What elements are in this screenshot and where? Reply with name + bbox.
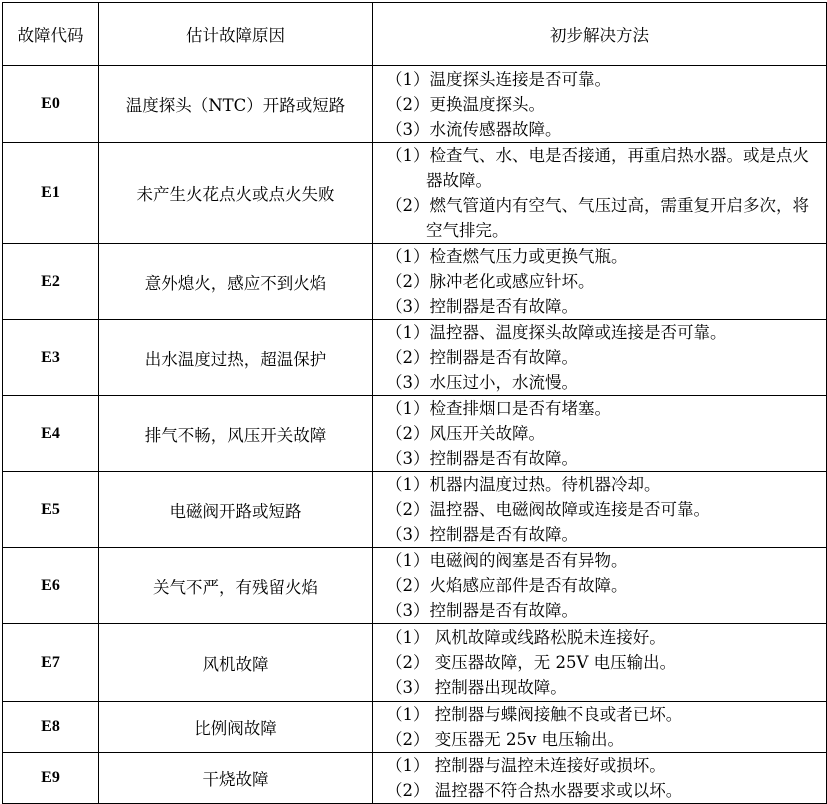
solution-line: （2） 温控器不符合热水器要求或以坏。 (386, 781, 683, 800)
solution-line: （2）温控器、电磁阀故障或连接是否可靠。 (386, 500, 710, 519)
cause-cell: 电磁阀开路或短路 (99, 472, 373, 548)
table-header-row (3, 3, 827, 66)
solution-line: （2）燃气管道内有空气、气压过高，需重复开启多次，将空气排完。 (386, 196, 809, 240)
table-row (3, 396, 827, 472)
solution-line: （2） 变压器无 25v 电压输出。 (386, 730, 625, 749)
solution-line: （3）控制器是否有故障。 (386, 525, 578, 544)
solution-line: （1）检查燃气压力或更换气瓶。 (386, 247, 628, 266)
solution-line: （1）温度探头连接是否可靠。 (386, 69, 611, 89)
solution-line: （1）检查气、水、电是否接通，再重启热水器。或是点火器故障。 (386, 146, 809, 190)
cause-cell: 比例阀故障 (99, 702, 373, 753)
solution-cell (373, 472, 827, 548)
solution-line: （3）水压过小，水流慢。 (386, 373, 578, 392)
fault-code-cell: E7 (3, 624, 99, 702)
solution-line: （3）控制器是否有故障。 (386, 449, 578, 468)
fault-code-cell: E4 (3, 396, 99, 472)
header-solution: 初步解决方法 (373, 3, 827, 66)
table-row (3, 244, 827, 320)
fault-code-table (2, 2, 827, 804)
header-fault-code: 故障代码 (3, 3, 99, 66)
fault-code-cell: E2 (3, 244, 99, 320)
solution-line: （1）检查排烟口是否有堵塞。 (386, 399, 611, 418)
fault-code-cell: E0 (3, 66, 99, 143)
table-row (3, 702, 827, 753)
fault-code-cell: E1 (3, 143, 99, 244)
table-row (3, 66, 827, 143)
cause-cell: 未产生火花点火或点火失败 (99, 143, 373, 244)
cause-cell: 关气不严，有残留火焰 (99, 548, 373, 624)
fault-code-cell: E3 (3, 320, 99, 396)
solution-cell (373, 702, 827, 753)
solution-cell (373, 66, 827, 143)
solution-line: （1） 控制器与蝶阀接触不良或者已坏。 (386, 705, 683, 724)
solution-cell (373, 320, 827, 396)
table-row (3, 753, 827, 804)
solution-line: （2） 变压器故障，无 25V 电压输出。 (386, 653, 677, 672)
fault-code-cell: E5 (3, 472, 99, 548)
solution-cell (373, 753, 827, 804)
solution-line: （2）控制器是否有故障。 (386, 348, 578, 367)
table-row (3, 624, 827, 702)
solution-line: （1） 风机故障或线路松脱未连接好。 (386, 628, 666, 647)
solution-cell (373, 244, 827, 320)
table-row (3, 143, 827, 244)
table-row (3, 320, 827, 396)
cause-cell: 温度探头（NTC）开路或短路 (99, 66, 373, 143)
solution-line: （2）火焰感应部件是否有故障。 (386, 576, 628, 595)
header-cause: 估计故障原因 (99, 3, 373, 66)
solution-line: （3） 控制器出现故障。 (386, 678, 567, 697)
fault-code-cell: E8 (3, 702, 99, 753)
solution-line: （1）温控器、温度探头故障或连接是否可靠。 (386, 323, 727, 342)
solution-cell (373, 624, 827, 702)
cause-cell: 风机故障 (99, 624, 373, 702)
solution-line: （2）脉冲老化或感应针坏。 (386, 272, 595, 291)
solution-line: （2）风压开关故障。 (386, 424, 545, 443)
fault-code-cell: E6 (3, 548, 99, 624)
solution-cell (373, 396, 827, 472)
solution-line: （3）控制器是否有故障。 (386, 297, 578, 316)
solution-line: （2）更换温度探头。 (386, 94, 545, 114)
solution-line: （1） 控制器与温控未连接好或损坏。 (386, 756, 666, 775)
solution-line: （1）电磁阀的阀塞是否有异物。 (386, 551, 628, 570)
table-row (3, 472, 827, 548)
solution-line: （3）水流传感器故障。 (386, 119, 562, 139)
cause-cell: 排气不畅，风压开关故障 (99, 396, 373, 472)
solution-line: （3）控制器是否有故障。 (386, 601, 578, 620)
cause-cell: 意外熄火，感应不到火焰 (99, 244, 373, 320)
table-row (3, 548, 827, 624)
solution-cell (373, 548, 827, 624)
cause-cell: 干烧故障 (99, 753, 373, 804)
solution-cell (373, 143, 827, 244)
fault-code-cell: E9 (3, 753, 99, 804)
cause-cell: 出水温度过热，超温保护 (99, 320, 373, 396)
solution-line: （1）机器内温度过热。待机器冷却。 (386, 475, 661, 494)
